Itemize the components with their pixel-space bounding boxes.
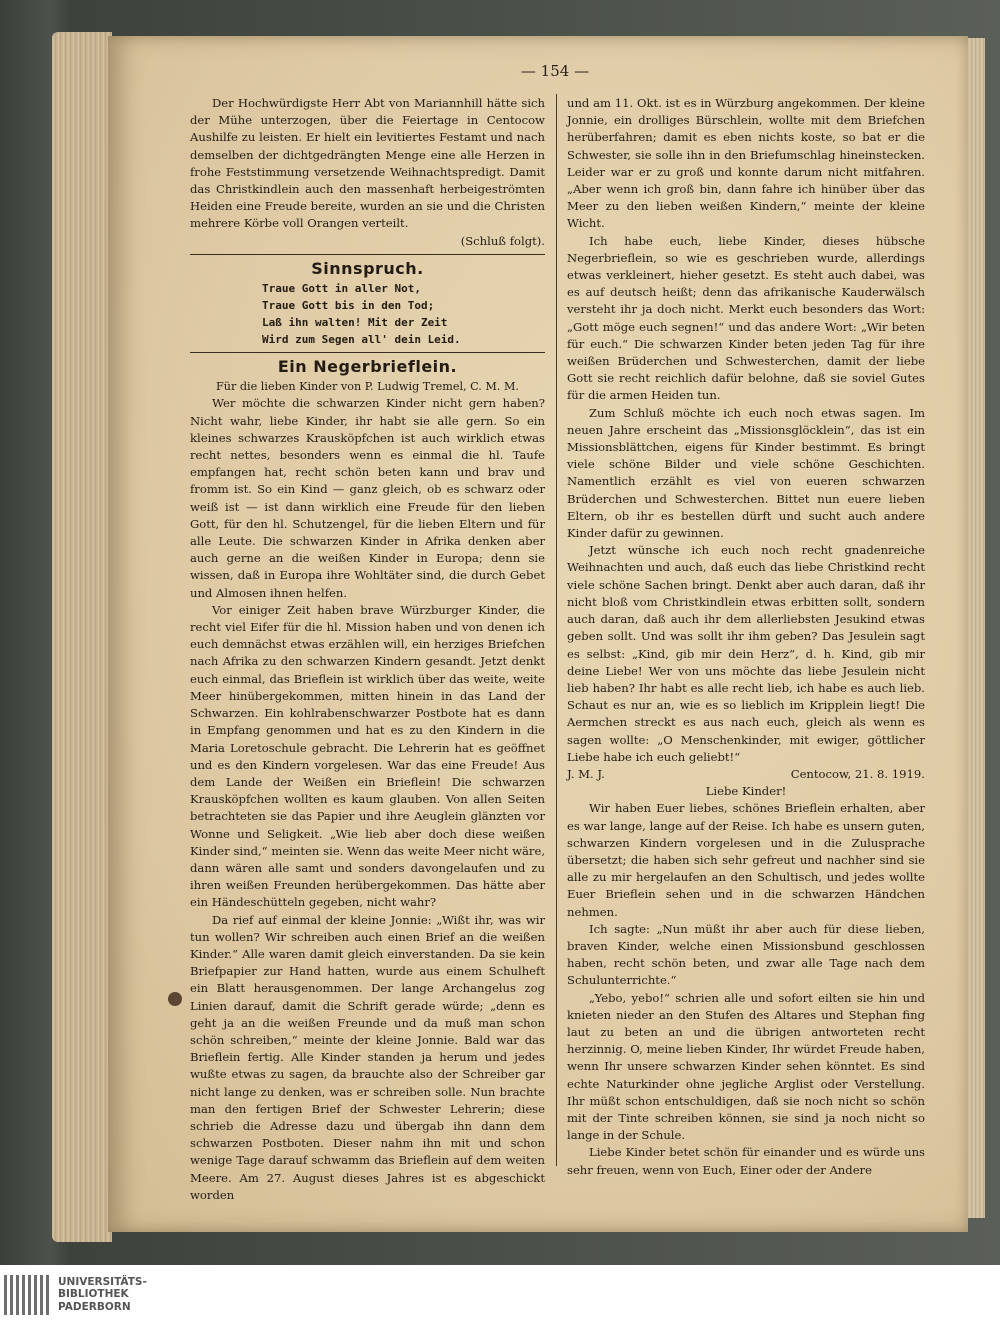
article-paragraph: Ich habe euch, liebe Kinder, dieses hübsche Negerbrieflein, so wie es geschrieben wurde, allerdings etwas verkleinert, hieher gesetzt. Es steht auch dabei, was es auf deutsch heißt; denn das afrikanische Kauderwälsch versteht ihr ja doch nicht. Merkt euch besonders das Wort: „Gott möge euch segnen!“ und das andere Wort: „Wir beten für euch.“ Die schwarzen Kinder beten jeden Tag für ihre weißen Brüderchen und Schwesterchen, damit der liebe Gott sie recht reichlich dafür belohne, daß sie soviel Gutes für die armen Heiden tun. xyxy=(567,233,925,403)
letter-paragraph: Liebe Kinder betet schön für einander und es würde uns sehr freuen, wenn von Euch, Einer oder der Andere xyxy=(567,1145,925,1177)
library-name-line: PADERBORN xyxy=(58,1300,131,1313)
library-name-line: UNIVERSITÄTS- xyxy=(58,1275,147,1288)
library-logo xyxy=(0,1268,300,1321)
column-divider xyxy=(556,94,557,1166)
maxim-line: Wird zum Segen all' dein Leid. xyxy=(262,333,461,347)
article-title: Ein Negerbrieflein. xyxy=(277,357,458,377)
article-paragraph: Jetzt wünsche ich euch noch recht gnadenreiche Weihnachten und auch, daß euch das liebe Christkind recht viele schöne Sachen bringt. Denkt aber auch daran, daß ihr nicht bloß vom Christkindlein etwas erbitten sollt, sondern auch daran, daß auch ihr dem allerliebsten Jesukind etwas geben sollt. Und was sollt ihr ihm geben? Das Jesulein sagt es selbst: „Kind, gib mir dein Herz“, d. h. Kind, gib mir deine Liebe! Wer von uns möchte das liebe Jesulein nicht lieb haben? Ihr habt es alle recht lieb, ich habe es auch lieb. Schaut es nur an, wie es so lieblich im Kripplein liegt! Die Aermchen streckt es aus nach euch, gleich als wenn es sagen wollte: „O Menschenkinder, mit ewiger, göttlicher Liebe habe ich euch geliebt!“ xyxy=(567,543,925,764)
article-paragraph: Wer möchte die schwarzen Kinder nicht gern haben? Nicht wahr, liebe Kinder, ihr habt sie alle gern. So ein kleines schwarzes Krausköpfchen ist auch wirklich etwas recht nettes, besonders wenn es einmal die hl. Taufe empfangen hat, recht schön beten kann und brav und fromm ist. So ein Kind — ganz gleich, ob es schwarz oder weiß ist — ist dann wirklich eine Freude für den lieben Gott, für den hl. Schutzengel, für die lieben Eltern und für alle Leute. Die schwarzen Kinder in Afrika denken aber auch gerne an die weißen Kinder in Europa; denn sie wissen, daß in Europa ihre Wohltäter sind, die durch Gebet und Almosen ihnen helfen. xyxy=(190,396,545,600)
letter-salutation: Liebe Kinder! xyxy=(705,784,787,799)
letter-paragraph: Wir haben Euer liebes, schönes Brieflein erhalten, aber es war lange, lange auf der Reise. Ich habe es unsern guten, schwarzen Kindern vorgelesen und in die Zulusprache übersetzt; die haben sich sehr gefreut und nachher sind sie alle zu mir hergelaufen an den Schultisch, und jedes wollte Euer Brieflein sehen und in die schwarzen Händchen nehmen. xyxy=(567,801,925,919)
letter-place-date: Centocow, 21. 8. 1919. xyxy=(790,766,925,781)
letter-monogram: J. M. J. xyxy=(567,766,605,781)
page-edges-left xyxy=(52,32,112,1242)
section-rule xyxy=(190,352,545,353)
right-column xyxy=(567,95,925,1179)
paper-hole xyxy=(168,992,182,1006)
article-paragraph: Zum Schluß möchte ich euch noch etwas sagen. Im neuen Jahre erscheint das „Missionsglöcklein“, das ist ein Missionsblättchen, eigens für Kinder bestimmt. Es bringt viele schöne Bilder und viele schöne Geschichten. Namentlich erzählt es viel von eueren schwarzen Brüderchen und Schwesterchen. Bittet nun euere lieben Eltern, ob ihr es bestellen dürft und sucht auch andere Kinder dafür zu gewinnen. xyxy=(567,405,925,541)
maxim-line: Laß ihn walten! Mit der Zeit xyxy=(262,316,448,330)
maxim-poem xyxy=(190,280,545,348)
intro-paragraph: Der Hochwürdigste Herr Abt von Mariannhill hätte sich der Mühe unterzogen, über die Feiertage in Centocow Aushilfe zu leisten. Er hielt ein levitiertes Festamt und nach demselben der dichtgedrängten Menge eine alle Herzen in frohe Feststimmung versetzende Weihnachtspredigt. Damit das Christkindlein auch den massenhaft herbeigeströmten Heiden eine Freude bereite, wurden an sie und die Christen mehrere Körbe voll Orangen verteilt. xyxy=(190,96,545,231)
maxim-title: Sinnspruch. xyxy=(311,258,424,278)
section-rule xyxy=(190,254,545,255)
page-number: — 154 — xyxy=(520,62,590,80)
article-byline: Für die lieben Kinder von P. Ludwig Tremel, C. M. M. xyxy=(216,380,519,394)
left-column xyxy=(190,95,545,1204)
maxim-line: Traue Gott bis in den Tod; xyxy=(262,299,435,313)
continuation-note: (Schluß folgt). xyxy=(460,233,545,248)
library-name xyxy=(58,1276,147,1314)
article-paragraph: Vor einiger Zeit haben brave Würzburger Kinder, die recht viel Eifer für die hl. Mission haben und von denen ich euch demnächst etwas erzählen will, ein herziges Briefchen nach Afrika zu den schwarzen Kindern gesandt. Jetzt denkt euch einmal, das Brieflein ist wirklich über das weite, weite Meer hinübergekommen, mitten hinein in das Land der Schwarzen. Ein kohlrabenschwarzer Postbote hat es dann in Empfang genommen und hat es zu den Kindern in die Maria Loretoschule gebracht. Die Lehrerin hat es geöffnet und es den Kindern vorgelesen. War das eine Freude! Aus dem Lande der Weißen ein Brieflein! Die schwarzen Krausköpfchen wollten es kaum glauben. Von allen Seiten betrachteten sie das Papier und ihre Aeuglein glänzten vor Wonne und Seligkeit. „Wie lieb aber doch diese weißen Kinder sind,“ meinten sie. Wenn das weite Meer nicht wäre, dann wären alle samt und sonders davongelaufen und zu ihren weißen Freunden herübergekommen. Das hätte aber ein Händeschütteln gegeben, nicht wahr? xyxy=(190,602,545,910)
article-paragraph: und am 11. Okt. ist es in Würzburg angekommen. Der kleine Jonnie, ein drolliges Bürschlein, wollte mit dem Briefchen herüberfahren; damit es eben nichts koste, so bat er die Schwester, sie solle ihn in den Briefumschlag hineinstecken. Leider war er zu groß und konnte darum nicht mitfahren. „Aber wenn ich groß bin, dann fahre ich hinüber über das Meer zu den lieben weißen Kindern,“ meinte der kleine Wicht. xyxy=(567,96,925,231)
letter-header xyxy=(567,766,925,783)
library-barcode-icon xyxy=(4,1275,50,1315)
letter-paragraph: Ich sagte: „Nun müßt ihr aber auch für diese lieben, braven Kinder, welche einen Missionsbund geschlossen haben, recht schön beten, und zwar alle Tage nach dem Schulunterrichte.“ xyxy=(567,921,925,988)
library-name-line: BIBLIOTHEK xyxy=(58,1288,129,1301)
letter-paragraph: „Yebo, yebo!“ schrien alle und sofort eilten sie hin und knieten nieder an den Stufen des Altares und Stephan fing laut zu beten an und die übrigen antworteten recht herzinnig. O, meine lieben Kinder, Ihr würdet Freude haben, wenn Ihr unsere schwarzen Kinder sehen könntet. Es sind echte Naturkinder ohne jegliche Arglist oder Verstellung. Ihr müßt schon entschuldigen, daß sie noch nicht so schön mit der Tinte schreiben können, sie sind ja noch nicht so lange in der Schule. xyxy=(567,990,925,1143)
article-paragraph: Da rief auf einmal der kleine Jonnie: „Wißt ihr, was wir tun wollen? Wir schreiben auch einen Brief an die weißen Kinder.“ Alle waren damit gleich einverstanden. Da sie kein Briefpapier zur Hand hatten, wurde aus einem Schulheft ein Blatt herausgenommen. Der lange Archangelus zog Linien darauf, damit die Schrift gerade würde; „denn es geht ja an die weißen Freunde und da muß man schon schön schreiben,“ meinte der kleine Jonnie. Bald war das Brieflein fertig. Alle Kinder standen ja herum und jedes wußte etwas zu sagen, da brauchte also der Schreiber gar nicht lange zu denken, was er schreiben solle. Nun brachte man den fertigen Brief der Schwester Lehrerin; diese schrieb die Adresse dazu und übergab ihn dann dem schwarzen Postboten. Dieser nahm ihn mit und schon wenige Tage darauf schwamm das Brieflein auf dem weiten Meere. Am 27. August dieses Jahres ist es abgeschickt worden xyxy=(190,912,545,1202)
maxim-line: Traue Gott in aller Not, xyxy=(262,282,421,296)
